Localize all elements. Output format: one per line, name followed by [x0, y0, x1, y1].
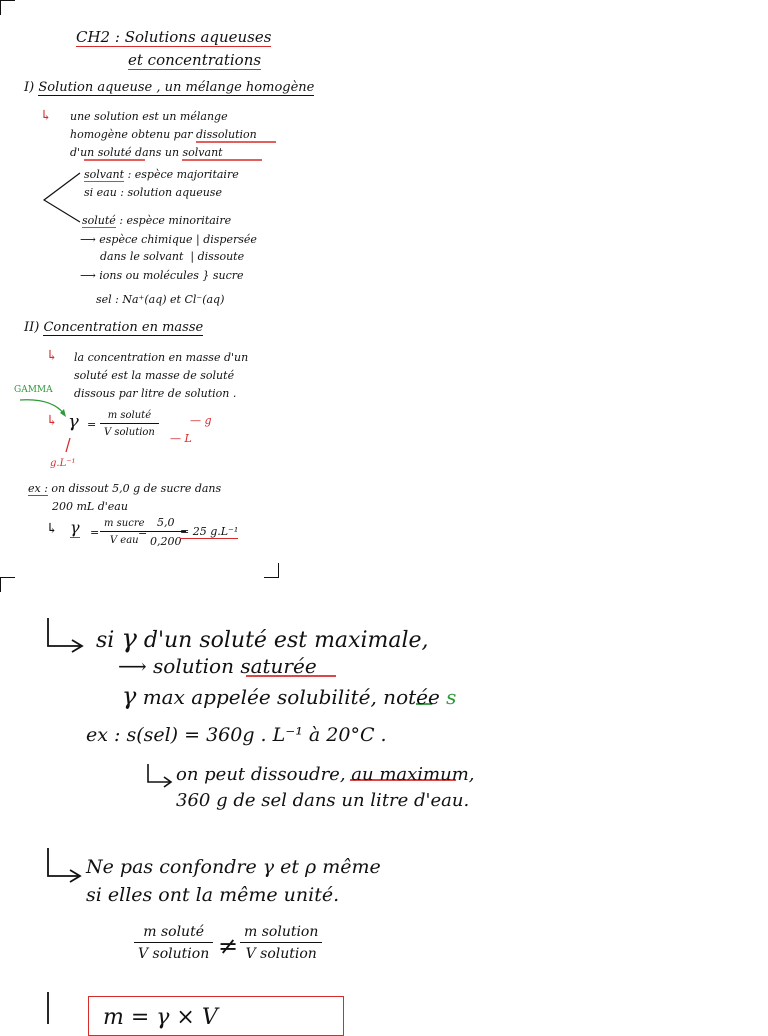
unit-text: g	[204, 414, 212, 427]
section-title: Concentration en masse	[43, 320, 204, 335]
solute-label: soluté	[82, 214, 116, 227]
result-text: = 25 g.L⁻¹	[180, 525, 239, 538]
equals-sign: =	[87, 418, 97, 431]
equals-sign: =	[138, 526, 148, 539]
example-text: on dissout 5,0 g de sucre dans	[51, 482, 222, 495]
fraction-numerator: m soluté	[134, 924, 213, 943]
arrow-icon: ↳	[46, 348, 58, 364]
line-prefix: si	[96, 628, 115, 653]
concentration-line: dissous par litre de solution .	[74, 387, 237, 400]
boxed-formula	[88, 996, 344, 1036]
fraction-denominator: V solution	[245, 946, 317, 962]
solubility-example: ex : s(sel) = 360g . L⁻¹ à 20°C .	[86, 724, 387, 746]
section-number: II)	[24, 320, 40, 335]
chapter-title: CH2 : Solutions aqueuses	[76, 28, 272, 46]
solute-detail: ⟶ ions ou molécules } sucre	[80, 269, 244, 282]
saturation-arrow-line: ⟶ solution saturée	[118, 654, 317, 678]
line-text: on peut dissoudre,	[176, 764, 346, 785]
section-number: I)	[24, 80, 35, 95]
solubility-line	[122, 682, 456, 710]
solute-text: : espèce minoritaire	[119, 214, 232, 227]
solute-detail-text: ions ou molécules	[99, 269, 199, 282]
fraction-numerator: 5,0	[146, 516, 186, 532]
result-line	[176, 764, 475, 785]
fraction-denominator: V solution	[138, 946, 210, 962]
line-highlight: saturée	[240, 654, 317, 678]
solubility-variable: s	[446, 685, 457, 709]
fraction-numerator: m soluté	[100, 410, 159, 424]
unit-denominator: — L	[170, 432, 192, 445]
section-title: Solution aqueuse , un mélange homogène	[38, 80, 315, 95]
not-equal-sign: ≠	[218, 932, 239, 960]
line-highlight: au maximum,	[351, 764, 475, 785]
arrow-icon: ↳	[46, 521, 58, 537]
gamma-symbol: γ	[68, 411, 79, 432]
gamma-symbol: γ	[121, 624, 137, 654]
boxed-formula-text: m = γ × V	[103, 1005, 218, 1030]
solute-detail: ⟶ espèce chimique | dispersée	[80, 233, 257, 246]
arrow-icon: ↳	[40, 108, 52, 124]
confusion-warning-2: si elles ont la même unité.	[86, 884, 340, 906]
solute-detail-text: dispersée	[203, 233, 257, 246]
fraction-numerator: m solution	[240, 924, 322, 943]
unit-text: L	[184, 432, 192, 445]
concentration-line: soluté est la masse de soluté	[74, 369, 235, 382]
arrow-icon: ↳	[46, 413, 58, 429]
result-line-2: 360 g de sel dans un litre d'eau.	[176, 790, 470, 811]
line-text: d'un soluté est maximale,	[143, 628, 429, 653]
line-text: max appelée solubilité, notée	[142, 685, 440, 709]
unit-gamma: g.L⁻¹	[50, 458, 76, 469]
chapter-title-line2: et concentrations	[128, 51, 262, 69]
solute-detail: dans le solvant | dissoute	[100, 250, 245, 263]
line-text: solution	[153, 654, 234, 678]
solute-detail-text: } sucre	[202, 269, 244, 282]
solute-detail-text: dissoute	[197, 250, 245, 263]
fraction-denominator: V eau	[109, 535, 139, 546]
solute-fraction	[134, 924, 213, 962]
gamma-symbol: γ	[122, 682, 137, 710]
example-line-2: 200 mL d'eau	[52, 500, 128, 513]
solute-detail-text: dans le solvant	[100, 250, 184, 263]
sel-formula: sel : Na⁺(aq) et Cl⁻(aq)	[96, 293, 225, 306]
gamma-note: GAMMA	[14, 385, 53, 395]
solution-fraction	[240, 924, 322, 962]
definition-line: d'un soluté dans un solvant	[70, 146, 223, 159]
solvant-text: : espèce majoritaire	[127, 168, 239, 181]
fraction-denominator: V solution	[104, 427, 155, 438]
confusion-warning: Ne pas confondre γ et ρ même	[86, 856, 381, 878]
gamma-symbol: γ	[70, 518, 80, 537]
example-prefix: ex :	[28, 482, 48, 495]
definition-line: une solution est un mélange	[70, 110, 228, 123]
fraction-numerator: m sucre	[100, 518, 149, 532]
concentration-line: la concentration en masse d'un	[74, 351, 249, 364]
unit-numerator: — g	[190, 414, 212, 427]
solute-detail-text: espèce chimique	[99, 233, 193, 246]
solvant-line-2: si eau : solution aqueuse	[84, 186, 222, 199]
equals-sign: =	[90, 526, 100, 539]
saturation-line	[96, 624, 429, 654]
definition-line: homogène obtenu par dissolution	[70, 128, 257, 141]
fraction-denominator: 0,200	[150, 535, 182, 548]
solvant-label: solvant	[84, 168, 125, 181]
